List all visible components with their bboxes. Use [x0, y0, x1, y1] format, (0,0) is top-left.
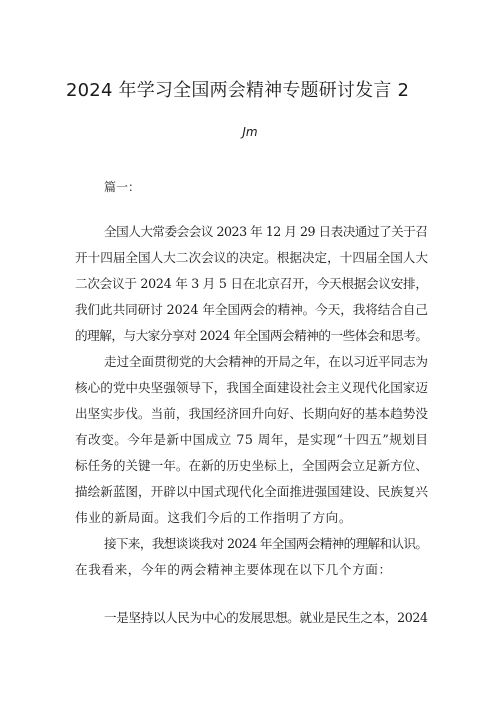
section-label: 篇一： [104, 180, 141, 194]
body-line: 我们此共同研讨 2024 年全国两会的精神。今天，我将结合自己 [75, 302, 428, 317]
body-line: 出坚实步伐。当前，我国经济回升向好、长期向好的基本趋势没 [75, 406, 429, 421]
body-line: 二次会议于 2024 年 3 月 5 日在北京召开，今天根据会议安排， [75, 276, 428, 291]
body-line: 描绘新蓝图，开辟以中国式现代化全面推进强国建设、民族复兴 [75, 484, 429, 499]
body-line: 一是坚持以人民为中心的发展思想。就业是民生之本，2024 [104, 610, 428, 625]
body-line: 标任务的关键一年。在新的历史坐标上，全国两会立足新方位、 [75, 458, 429, 473]
body-line: 全国人大常委会会议 2023 年 12 月 29 日表决通过了关于召 [104, 224, 428, 239]
body-line: 有改变。今年是新中国成立 75 周年，是实现“十四五”规划目 [75, 432, 429, 447]
body-line: 的理解，与大家分享对 2024 年全国两会精神的一些体会和思考。 [75, 328, 428, 343]
body-line: 开十四届全国人大二次会议的决定。根据决定，十四届全国人大 [75, 250, 429, 265]
body-line: 在我看来，今年的两会精神主要体现在以下几个方面： [75, 562, 392, 577]
body-line: 走过全面贯彻党的大会精神的开局之年，在以习近平同志为 [104, 354, 428, 369]
document-title: 2024 年学习全国两会精神专题研讨发言 2 [66, 80, 410, 101]
author-name: Jm [242, 125, 258, 139]
body-line: 核心的党中央坚强领导下，我国全面建设社会主义现代化国家迈 [75, 380, 429, 395]
body-line: 伟业的新局面。这我们今后的工作指明了方向。 [75, 510, 353, 525]
body-line: 接下来，我想谈谈我对 2024 年全国两会精神的理解和认识。 [104, 536, 428, 551]
